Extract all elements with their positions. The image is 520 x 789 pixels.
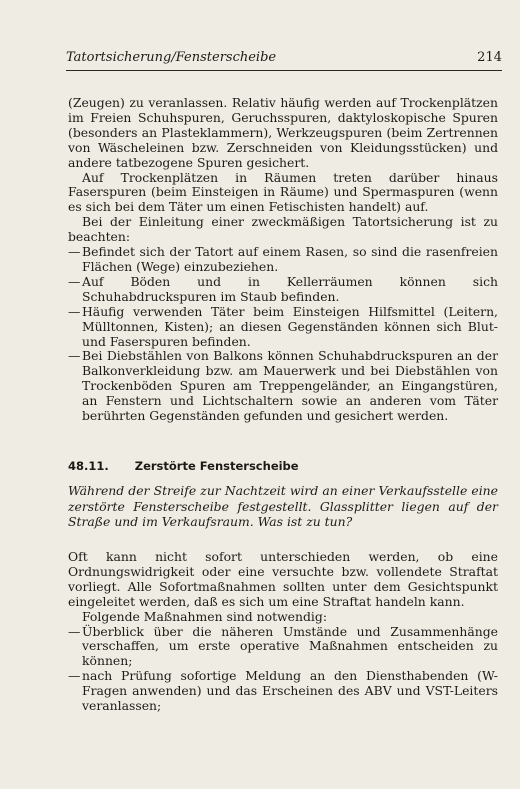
- list-item: — Bei Diebstählen von Balkons können Schuhabdruckspuren an der Balkonverkleidung bzw. am Mauerwerk und bei Diebstählen von Trockenböden Spuren am Treppengeländer, an Eingangstüren, an Fenstern und Lichtschaltern sowie an anderen vom Täter berührten Gegenständen gefunden und gesichert werden.: [68, 349, 498, 424]
- dash-list: [68, 625, 498, 714]
- paragraph: Oft kann nicht sofort unterschieden werden, ob eine Ordnungswidrigkeit oder eine versuchte bzw. vollendete Straftat vorliegt. Alle Sofortmaßnahmen sollten unter dem Gesichtspunkt eingeleitet werden, daß es sich um eine Straftat handeln kann.: [68, 549, 498, 609]
- case-description: Während der Streife zur Nachtzeit wird an einer Verkaufsstelle eine zerstörte Fensterscheibe festgestellt. Glassplitter liegen auf der Straße und im Verkaufsraum. Was ist zu tun?: [68, 483, 498, 529]
- running-header: [66, 50, 502, 65]
- page-number: 214: [477, 50, 502, 65]
- paragraph: Bei der Einleitung einer zweckmäßigen Tatortsicherung ist zu beachten:: [68, 214, 498, 245]
- paragraph: (Zeugen) zu veranlassen. Relativ häufig werden auf Trockenplätzen im Freien Schuhspuren, Geruchsspuren, daktyloskopische Spuren (besonders an Plasteklammern), Werkzeugspuren (beim Zertrennen von Wäscheleinen bzw. Zerschneiden von Kleidungsstücken) und andere tatbezogene Spuren gesichert.: [68, 95, 498, 170]
- paragraph: Auf Trockenplätzen in Räumen treten darüber hinaus Faserspuren (beim Einsteigen in Räume) und Spermaspuren (wenn es sich bei dem Täter um einen Fetischisten handelt) auf.: [68, 169, 498, 215]
- list-item: — nach Prüfung sofortige Meldung an den Diensthabenden (W-Fragen anwenden) und das Erscheinen des ABV und VST-Leiters veranlassen;: [68, 669, 498, 714]
- list-item: — Häufig verwenden Täter beim Einsteigen Hilfsmittel (Leitern, Mülltonnen, Kisten); an diesen Gegenständen können sich Blut- und Faserspuren befinden.: [68, 305, 498, 350]
- text-block-2: [68, 550, 498, 714]
- section-heading: [68, 459, 498, 473]
- section-number: 48.11.: [68, 459, 109, 473]
- dash-list: [68, 245, 498, 424]
- list-item: — Befindet sich der Tatort auf einem Rasen, so sind die rasenfreien Flächen (Wege) einzubeziehen.: [68, 245, 498, 275]
- section-title: Zerstörte Fensterscheibe: [134, 459, 299, 473]
- running-title: Tatortsicherung/Fensterscheibe: [66, 50, 277, 65]
- paragraph: Folgende Maßnahmen sind notwendig:: [82, 608, 327, 624]
- list-item: — Überblick über die näheren Umstände und Zusammenhänge verschaffen, um erste operative Maßnahmen entscheiden zu können;: [68, 625, 498, 670]
- list-item: — Auf Böden und in Kellerräumen können sich Schuhabdruckspuren im Staub befinden.: [68, 275, 498, 305]
- header-rule: [66, 70, 502, 71]
- text-block-1: [68, 96, 498, 424]
